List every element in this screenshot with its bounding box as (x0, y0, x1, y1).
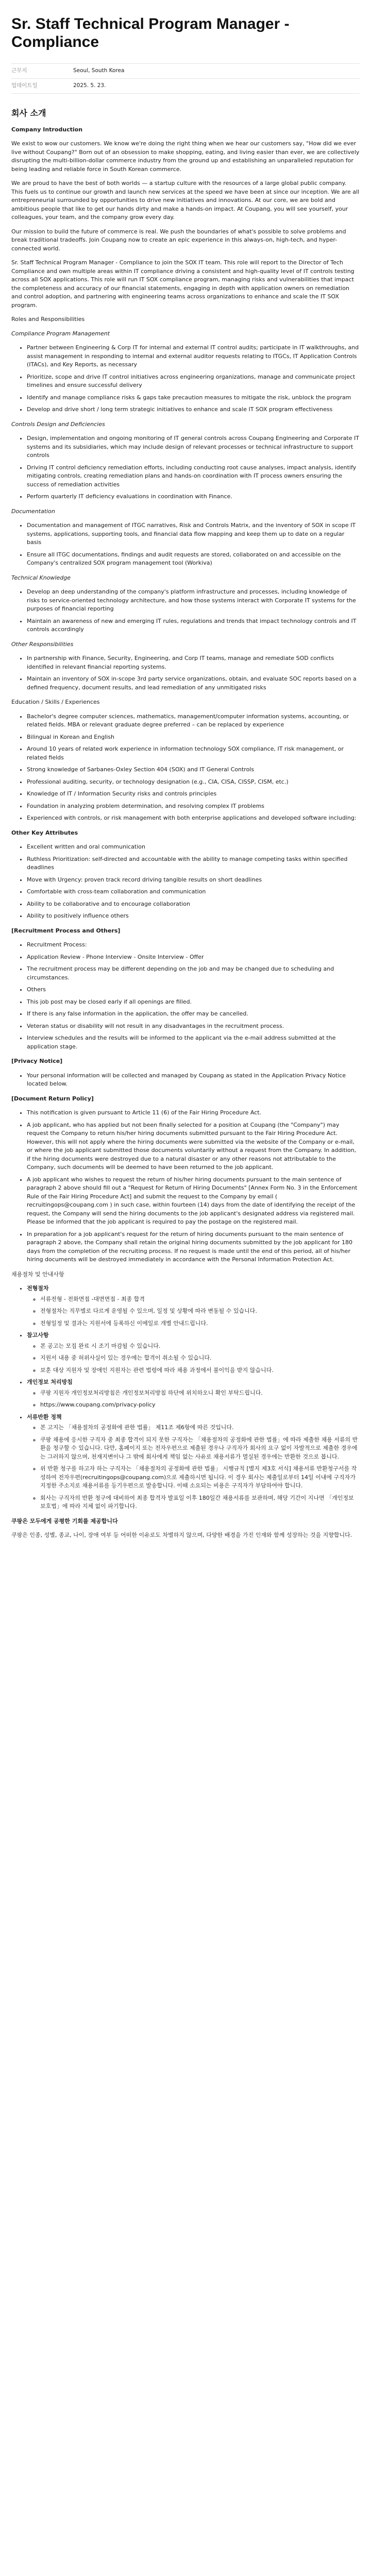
subsection-heading: [Privacy Notice] (11, 1058, 63, 1064)
list-item: • Identify and manage compliance risks & gaps take precaution measures to mitigate the risk, unblock the program (27, 394, 360, 402)
list-item: • Driving IT control deficiency remediation efforts, including conducting root cause analyses, impact analysis, identify mitigating controls, creating remediation plans and hands-on coordination with IT process owners ensuring the success of remediation activities (27, 464, 360, 489)
bullet-list (11, 434, 360, 501)
list-item: • Application Review - Phone Interview - Onsite Interview - Offer (27, 953, 360, 962)
nested-bullet-list (27, 1342, 360, 1375)
list-item: ◦ 쿠팡 채용에 응시한 구직자 중 최종 합격이 되지 못한 구직자는 「채용절차의 공정화에 관한 법률」에 따라 제출한 채용 서류의 반환을 청구할 수 있습니다. 다만, 홈페이지 또는 전자우편으로 제출된 경우나 구직자가 회사의 요구 없이 자발적으로 제출한 경우에는 그러하지 않으며, 천재지변이나 그 밖에 회사에게 책임 없는 사유로 채용서류가 멸실된 경우에는 반환한 것으로 봅니다. (40, 1436, 360, 1462)
list-item: • Develop and drive short / long term strategic initiatives to enhance and scale IT SOX program effectiveness (27, 405, 360, 414)
list-item: • Move with Urgency: proven track record driving tangible results on short deadlines (27, 876, 360, 885)
list-item: ◦ 위 반환 청구를 하고자 하는 구직자는 「채용절차의 공정화에 관한 법률」 시행규칙 [별지 제3호 서식] 채용서류 반환청구서를 작성하여 전자우편(recruitingops@coupang.com)으로 제출하시면 됩니다. 이 경우 회사는 제출일로부터 14일 이내에 구직자가 지정한 주소지로 채용서류를 등기우편으로 발송합니다. 이때 소요되는 비용은 구직자가 부담하여야 합니다. (40, 1465, 360, 1490)
list-item: • Ability to be collaborative and to encourage collaboration (27, 900, 360, 909)
bullet-list (11, 654, 360, 692)
subsection-heading: 채용절차 및 안내사항 (11, 1270, 64, 1278)
meta-row-updated (11, 79, 360, 94)
meta-value: 2025. 5. 23. (73, 82, 106, 89)
group-title: • 개인정보 처리방침 (27, 1379, 73, 1385)
list-item: • Comfortable with cross-team collaboration and communication (27, 888, 360, 896)
list-item: ◦ 회사는 구직자의 반환 청구에 대비하여 최종 합격자 발표일 이후 180일간 채용서류를 보관하며, 해당 기간이 지나면 「개인정보 보호법」에 따라 지체 없이 파기합니다. (40, 1494, 360, 1511)
list-item: • The recruitment process may be different depending on the job and may be changed due to scheduling and circumstances. (27, 965, 360, 982)
list-item: • Documentation and management of ITGC narratives, Risk and Controls Matrix, and the inventory of SOX in scope IT systems, applications, supporting tools, and financial data flow mapping and keep them up to date on a regular basis (27, 521, 360, 547)
list-item: • Excellent written and oral communication (27, 843, 360, 852)
subsection-heading: Compliance Program Management (11, 330, 110, 337)
list-item: • In preparation for a job applicant's request for the return of hiring documents pursuant to the main sentence of paragraph 2 above, the Company shall retain the original hiring documents submitted by the job applicant for 180 days from the completion of the recruiting process. If no request is made until the end of this period, all of his/her hiring documents will be destroyed immediately in accordance with the Personal Information Protection Act. (27, 1230, 360, 1264)
list-item: • Interview schedules and the results will be informed to the applicant via the e-mail address submitted at the application stage. (27, 1034, 360, 1051)
subsection-heading: Education / Skills / Experiences (11, 699, 100, 705)
bullet-list (11, 941, 360, 1051)
list-item: ◦ 서류전형 - 전화면접 -대면면접 - 최종 합격 (40, 1295, 360, 1304)
closing-heading: 쿠팡은 모두에게 공평한 기회를 제공합니다 (11, 1517, 118, 1524)
list-item: • A job applicant who wishes to request the return of his/her hiring documents pursuant to the main sentence of paragraph 2 above should fill out a "Request for Return of Hiring Documents" [Annex Form No. 3 in the Enforcement Rule of the Fair Hiring Procedure Act] and submit the request to the Company by email ( recruitingops@coupang.com ) in such case, within fourteen (14) days from the date of identifying the receipt of the request, the Company will send the hiring documents to the job applicant's designated address via registered mail. Please be informed that the job applicant is required to pay the postage on the registered mail. (27, 1176, 360, 1227)
list-item: • Bilingual in Korean and English (27, 733, 360, 742)
list-item-group (27, 1331, 360, 1375)
subsection-heading: Technical Knowledge (11, 574, 71, 581)
nested-bullet-list (27, 1423, 360, 1511)
list-item: • Experienced with controls, or risk management with both enterprise applications and developed software including: (27, 814, 360, 823)
list-item-group (27, 1413, 360, 1511)
list-item: ◦ 본 공고는 모집 완료 시 조기 마감될 수 있습니다. (40, 1342, 360, 1351)
bullet-list (11, 344, 360, 414)
bullet-list (11, 843, 360, 921)
list-item: • Foundation in analyzing problem determination, and resolving complex IT problems (27, 802, 360, 811)
meta-row-location (11, 64, 360, 79)
meta-key: 근무지 (11, 67, 27, 74)
list-item: • Ability to positively influence others (27, 912, 360, 921)
company-intro-heading: Company Introduction (11, 126, 83, 133)
list-item: • Design, implementation and ongoing monitoring of IT general controls across Coupang Engineering and Corporate IT systems and its subsidiaries, which may include design of relevant processes or technical infrastructure to support controls (27, 434, 360, 460)
subsection-heading: Controls Design and Deficiencies (11, 420, 105, 428)
list-item: • A job applicant, who has applied but not been finally selected for a position at Coupang (the "Company") may request the Company to return his/her hiring documents submitted pursuant to the Fair Hiring Procedure Act. However, this will not apply where the hiring documents were submitted via the website of the Company or e-mail, or where the job applicant submitted those documents voluntarily without a request from the Company. In addition, if the hiring documents were destroyed due to a natural disaster or any other reasons not attributable to the Company, such documents will be deemed to have been returned to the job applicant. (27, 1121, 360, 1172)
bullet-list (11, 1109, 360, 1264)
paragraph: We exist to wow our customers. We know we're doing the right thing when we hear our customers say, "How did we ever live without Coupang?" Born out of an obsession to make shopping, eating, and living easier than ever, we are collectively disrupting the multi-billion-dollar commerce industry from the ground up and establishing an unparalleled reputation for being leading and reliable force in South Korean commerce. (11, 140, 360, 173)
list-item: • Others (27, 986, 360, 994)
list-item: • This job post may be closed early if all openings are filled. (27, 998, 360, 1007)
list-item: ◦ 본 고지는 「채용절차의 공정화에 관한 법률」 제11조 제6항에 따른 것입니다. (40, 1423, 360, 1432)
list-item: • Prioritize, scope and drive IT control initiatives across engineering organizations, manage and communicate project timelines and ensure successful delivery (27, 373, 360, 390)
list-item: ◦ 보훈 대상 지원자 및 장애인 지원자는 관련 법령에 따라 채용 과정에서 불이익을 받지 않습니다. (40, 1366, 360, 1375)
list-item: • Recruitment Process: (27, 941, 360, 950)
section-heading: 회사 소개 (11, 108, 46, 118)
subsection-heading: Documentation (11, 507, 55, 515)
bullet-list (11, 713, 360, 823)
bullet-list (11, 1284, 360, 1511)
group-title: • 참고사항 (27, 1332, 49, 1338)
bullet-list (11, 588, 360, 634)
list-item: • Maintain an inventory of SOX in-scope 3rd party service organizations, obtain, and evaluate SOC reports based on a defined frequency, document results, and lead remediation of any unmitigated risks (27, 675, 360, 692)
list-item: • Partner between Engineering & Corp IT for internal and external IT control audits; participate in IT walkthroughs, and assist management in responding to internal and external auditor requests relating to ITGCs, IT Application Controls (ITACs), and Key Reports, as necessary (27, 344, 360, 369)
list-item-group (27, 1284, 360, 1328)
nested-bullet-list (27, 1295, 360, 1328)
list-item: • Your personal information will be collected and managed by Coupang as stated in the Application Privacy Notice located below. (27, 1072, 360, 1089)
list-item: • Maintain an awareness of new and emerging IT rules, regulations and trends that impact technology controls and IT controls accordingly (27, 617, 360, 634)
paragraph: We are proud to have the best of both worlds — a startup culture with the resources of a large global public company. This fuels us to continue our growth and launch new services at the speed we have been at since our inception. We are all entrepreneurial surrounded by opportunities to drive new initiatives and innovations. At our core, we are bold and ambitious people that like to get our hands dirty and make a hands-on impact. At Coupang, you will see yourself, your colleagues, your team, and the company grow every day. (11, 180, 360, 221)
job-title: Sr. Staff Technical Program Manager - Compliance (11, 15, 290, 50)
group-title: • 서류반환 정책 (27, 1413, 62, 1420)
list-item: ◦ 전형일정 및 결과는 지원서에 등록하신 이메일로 개별 안내드립니다. (40, 1319, 360, 1328)
list-item: • Ruthless Prioritization: self-directed and accountable with the ability to manage competing tasks within specified deadlines (27, 855, 360, 872)
list-item: • In partnership with Finance, Security, Engineering, and Corp IT teams, manage and remediate SOD conflicts identified in relevant financial reporting systems. (27, 654, 360, 671)
roles-heading: Roles and Responsibilities (11, 316, 85, 323)
list-item: ◦ 쿠팡 지원자 개인정보처리방침은 개인정보처리방침 하단에 위치하오니 확인 부탁드립니다. (40, 1389, 360, 1398)
nested-bullet-list (27, 1389, 360, 1410)
list-item: • Develop an deep understanding of the company's platform infrastructure and processes, including knowledge of risks to service-oriented technology architecture, and how those systems interact with Corporate IT systems for the purposes of financial reporting (27, 588, 360, 614)
list-item: • Perform quarterly IT deficiency evaluations in coordination with Finance. (27, 493, 360, 501)
bullet-list (11, 521, 360, 568)
subsection-heading: [Document Return Policy] (11, 1095, 94, 1102)
meta-key: 업데이트일 (11, 82, 38, 89)
subsection-heading: Other Responsibilities (11, 640, 74, 648)
list-item: • This notification is given pursuant to Article 11 (6) of the Fair Hiring Procedure Act. (27, 1109, 360, 1117)
job-meta-table (11, 63, 360, 94)
job-description (11, 126, 360, 1540)
list-item: • Knowledge of IT / Information Security risks and controls principles (27, 790, 360, 799)
paragraph: Sr. Staff Technical Program Manager - Compliance to join the SOX IT team. This role will report to the Director of Tech Compliance and own multiple areas within IT compliance driving a consistent and high-quality level of IT controls testing across all SOX applications. This role will run IT SOX compliance program, managing risks and vulnerabilities that impact the completeness and accuracy of our financial statements, engaging in depth with application owners on remediation and control adoption, and partnering with engineering teams across organizations to enhance and scale the IT SOX program. (11, 259, 355, 309)
list-item: • Veteran status or disability will not result in any disadvantages in the recruitment process. (27, 1022, 360, 1031)
bullet-list (11, 1072, 360, 1089)
list-item: • Strong knowledge of Sarbanes-Oxley Section 404 (SOX) and IT General Controls (27, 766, 360, 774)
meta-value: Seoul, South Korea (73, 67, 125, 74)
list-item: • If there is any false information in the application, the offer may be cancelled. (27, 1010, 360, 1019)
list-item: ◦ 지원서 내용 중 허위사실이 있는 경우에는 합격이 취소될 수 있습니다. (40, 1354, 360, 1363)
list-item: • Professional auditing, security, or technology designation (e.g., CIA, CISA, CISSP, CISM, etc.) (27, 778, 360, 787)
list-item: • Ensure all ITGC documentations, findings and audit requests are stored, collaborated on and accessible on the Company's centralized SOX program management tool (Workiva) (27, 551, 360, 568)
list-item: • Bachelor's degree computer sciences, mathematics, management/computer information systems, accounting, or related fields. MBA or relevant graduate degree preferred – can be replaced by experience (27, 713, 360, 730)
list-item: ◦ 전형절차는 직무별로 다르게 운영될 수 있으며, 일정 및 상황에 따라 변동될 수 있습니다. (40, 1307, 360, 1316)
paragraph: Our mission to build the future of commerce is real. We push the boundaries of what's possible to solve problems and break traditional tradeoffs. Join Coupang now to create an epic experience in this always-on, high-tech, and hyper-connected world. (11, 228, 346, 252)
subsection-heading: [Recruitment Process and Others] (11, 927, 121, 934)
closing-text: 쿠팡은 인종, 성별, 종교, 나이, 장애 여부 등 어떠한 이유로도 차별하지 않으며, 다양한 배경을 가진 인재와 함께 성장하는 것을 지향합니다. (11, 1532, 352, 1538)
group-title: • 전형절차 (27, 1285, 49, 1292)
list-item: ◦ https://www.coupang.com/privacy-policy (40, 1401, 360, 1410)
subsection-heading: Other Key Attributes (11, 829, 78, 836)
list-item-group (27, 1378, 360, 1410)
list-item: • Around 10 years of related work experience in information technology SOX compliance, IT risk management, or related fields (27, 745, 360, 762)
